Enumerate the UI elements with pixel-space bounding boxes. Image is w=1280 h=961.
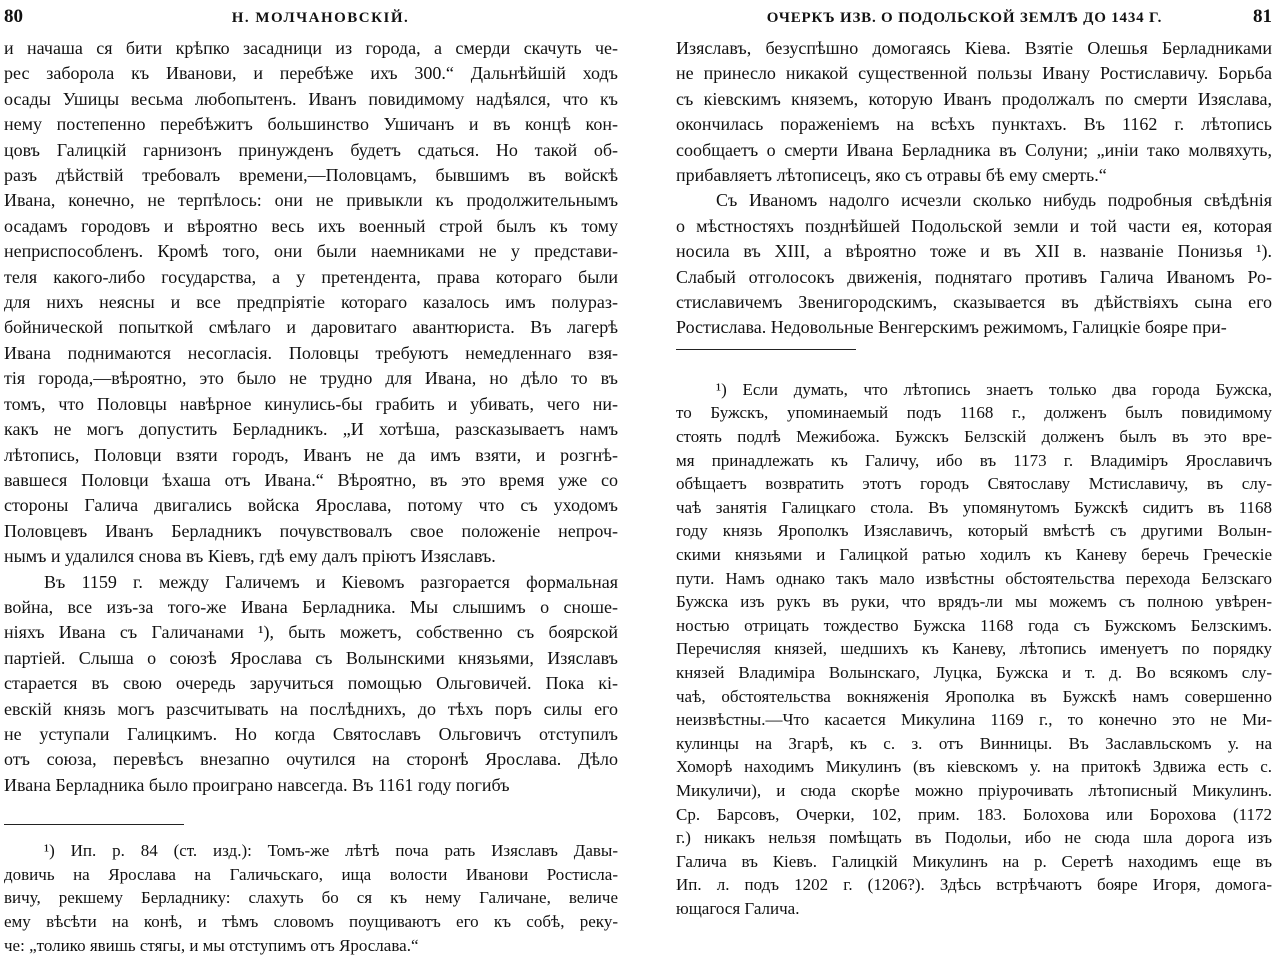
text-line: осады Ушицы весьма любопытенъ. Иванъ повидимому надѣялся, что къ	[4, 88, 618, 109]
footnote-line: Перечисляя князей, шедшихъ къ Каневу, лѣтопись именуетъ по порядку	[676, 639, 1272, 659]
text-line: Изяславъ, безуспѣшно домогаясь Кіева. Взятіе Олешья Берладниками	[676, 38, 1272, 58]
footnote-line: неизвѣстны.—Что касается Микулина 1169 г., то конечно это не Ми-	[676, 710, 1272, 730]
text-line: Слабый отголосокъ движенія, поднятаго противъ Галича Иваномъ Ро-	[676, 266, 1272, 287]
footnote-line: князей Владиміра Волынскаго, Луцка, Бужска и т. д. Во всякомъ слу-	[676, 663, 1272, 682]
footnote-line: году князь Ярополкъ Изяславичъ, который вмѣстѣ съ другими Волын-	[676, 521, 1272, 541]
footnote-separator	[4, 824, 184, 825]
text-line: и начаша ся бити крѣпко засадници из города, а смерди скачуть че-	[4, 38, 618, 58]
text-line: Ивана, конечно, не терпѣлось: они не привыкли къ продолжительнымъ	[4, 190, 618, 211]
right-page-number: 81	[1253, 6, 1272, 27]
footnote-line: Микуличи), и сюда скорѣе можно пріурочивать лѣтописный Микулинъ.	[676, 780, 1272, 800]
text-line: осадамъ городовъ и вѣроятно весь ихъ военный строй былъ къ тому	[4, 215, 618, 236]
text-line: рес заборола къ Иванови, и перебѣже ихъ 300.“ Дальнѣйшій ходъ	[4, 63, 618, 84]
footnote-line: довичь на Ярослава на Галичьскаго, ища волости Иванови Ростисла-	[4, 864, 618, 884]
text-line: о мѣстностяхъ позднѣйшей Подольской земли и той части ея, которая	[676, 215, 1272, 236]
footnote-line: ему вѣсѣти на конѣ, и тѣмъ словомъ поущиваютъ его къ собѣ, реку-	[4, 911, 618, 931]
text-line: сообщаетъ о смерти Ивана Берладника въ Солуни; „иніи тако молвяхуть,	[676, 139, 1272, 160]
left-running-title: Н. МОЛЧАНОВСКІЙ.	[231, 10, 410, 26]
right-page	[640, 0, 1280, 961]
text-line: стороны Галича двигались войска Ярослава, потому что съ уходомъ	[4, 495, 618, 516]
text-line: бойнической попыткой смѣлаго и даровитаго авантюриста. Въ лагерѣ	[4, 317, 618, 338]
right-main-text	[676, 36, 1272, 341]
footnote-line: ¹) Если думать, что лѣтопись знаетъ только два города Бужска,	[716, 379, 1272, 399]
footnote-line: мя принадлежать къ Галичу, ибо въ 1173 г. Владиміръ Ярославичъ	[676, 450, 1272, 470]
text-line: не уступали Галицкимъ. Но когда Святославъ Ольговичъ отступилъ	[4, 723, 618, 744]
right-paragraph-1	[676, 36, 1272, 188]
left-page-number: 80	[4, 6, 23, 27]
text-line: не принесло никакой существенной пользы Ивану Ростиславичу. Борьба	[676, 63, 1272, 84]
text-line: Въ 1159 г. между Галичемъ и Кіевомъ разгорается формальная	[44, 571, 618, 592]
footnote-line: ностью отрицать тождество Бужска 1168 года съ Бужскомъ Белзскимъ.	[676, 615, 1272, 635]
text-line: тія города,—вѣроятно, это было не трудно для Ивана, но дѣло то въ	[4, 368, 618, 389]
footnote-line: че: „толико явишь стягы, и мы отступимъ отъ Ярослава.“	[4, 935, 419, 955]
left-paragraph-1	[4, 36, 618, 570]
footnote-line: стоять подлѣ Межибожа. Бужскъ Белзскій долженъ былъ въ это вре-	[676, 427, 1272, 447]
footnote-line: кулинцы на Згарѣ, къ с. з. отъ Винницы. Въ Заславльскомъ у. на	[676, 733, 1272, 753]
footnote-line: вичу, рекшему Берладнику: слахуть бо ся къ нему Галичане, величе	[4, 888, 618, 908]
text-line: Съ Иваномъ надолго исчезли сколько нибудь подробныя свѣдѣнія	[716, 190, 1272, 211]
text-line: прибавляетъ лѣтописецъ, яко съ отравы бѣ ему смерть.“	[676, 165, 1107, 186]
footnote-line: Галича въ Кіевъ. Галицкій Микулинъ на р. Серетѣ находимъ еще въ	[676, 851, 1272, 871]
footnote-line: Ип. л. подъ 1202 г. (1206?). Здѣсь встрѣчаютъ бояре Игоря, домога-	[676, 875, 1272, 895]
text-line: нему постепенно перебѣжитъ большинство Ушичанъ и въ концѣ кон-	[4, 114, 618, 135]
footnote-line: Бужска изъ рукъ въ руки, что врядъ-ли мы можемъ съ полною увѣрен-	[676, 592, 1272, 612]
text-line: какъ не могъ допустить Берладникъ. „И хотѣша, разсказываетъ намъ	[4, 419, 618, 440]
text-line: неприспособленъ. Кромѣ того, они были наемниками не у представи-	[4, 241, 618, 262]
text-line: цовъ Галицкій гарнизонъ принужденъ будетъ сдаться. Но такой об-	[4, 139, 618, 160]
left-main-text	[4, 36, 618, 798]
text-line: лѣтопись, Половци взяти городъ, Иванъ не да имъ взяти, и розгнѣ-	[4, 444, 618, 465]
footnote-line: то Бужскъ, упоминаемый подъ 1168 г., долженъ былъ повидимому	[676, 403, 1272, 423]
text-line: ніяхъ Ивана съ Галичанами ¹), быть можетъ, собственно съ боярской	[4, 622, 618, 643]
footnote-line: ¹) Ип. р. 84 (ст. изд.): Томъ-же лѣтѣ поча рать Изяславъ Давы-	[44, 841, 618, 861]
text-line: старается въ свою очередь заручиться помощью Ольговичей. Пока кі-	[4, 673, 618, 694]
text-line: теля какого-либо государства, а у претендента, права котораго были	[4, 266, 618, 287]
text-line: съ кіевскимъ княземъ, которую Иванъ продолжалъ по смерти Изяслава,	[676, 88, 1272, 109]
left-paragraph-2	[4, 570, 618, 799]
text-line: отъ союза, перевѣсъ внезапно очутился на сторонѣ Ярослава. Дѣло	[4, 749, 618, 770]
text-line: томъ, что Половцы навѣрное кинулись-бы грабить и убивать, чего ни-	[4, 393, 618, 414]
text-line: носила въ XIII, а вѣроятно тоже и въ XII в. названіе Понизья ¹).	[676, 241, 1272, 262]
text-line: война, все изъ-за того-же Ивана Берладника. Мы слышимъ о сноше-	[4, 596, 618, 617]
text-line: Ивана Берладника было проиграно навсегда. Въ 1161 году погибъ	[4, 774, 510, 795]
text-line: Половцевъ Иванъ Берладникъ почувствовалъ свое положеніе непроч-	[4, 520, 618, 541]
footnote-line: Хоморѣ находимъ Микулинъ (въ кіевскомъ у. на притокѣ Здвижа есть с.	[676, 757, 1272, 777]
text-line: стиславичемъ Звенигородскимъ, сказывается въ дѣйствіяхъ сына его	[676, 292, 1272, 313]
right-footnote	[676, 378, 1272, 921]
footnote-line: чаѣ занятія Галицкаго стола. Въ упомянутомъ Бужскѣ сидитъ въ 1168	[676, 497, 1272, 517]
right-running-title: ОЧЕРКЪ ИЗВ. О ПОДОЛЬСКОЙ ЗЕМЛѢ ДО 1434 Г.	[766, 10, 1163, 26]
right-paragraph-2	[676, 188, 1272, 340]
left-page-header	[4, 6, 618, 36]
left-footnote	[4, 839, 618, 957]
right-page-header	[676, 6, 1272, 36]
footnote-line: г.) никакъ нельзя помѣщать въ Подольи, ибо не сюда шла дорога изъ	[676, 828, 1272, 848]
text-line: нымъ и удалился снова въ Кіевъ, гдѣ ему далъ пріютъ Изяславъ.	[4, 546, 496, 567]
text-line: для нихъ неясны и все предпріятіе котораго казалось имъ полураз-	[4, 292, 618, 313]
text-line: Ростислава. Недовольные Венгерскимъ режимомъ, Галицкіе бояре при-	[676, 317, 1227, 338]
text-line: Ивана поднимаются несогласія. Половцы требуютъ немедленнаго взя-	[4, 342, 618, 363]
footnote-line: чаѣ, обстоятельства вокняженія Ярополка въ Бужскѣ намъ совершенно	[676, 686, 1272, 706]
footnote-separator	[676, 349, 856, 350]
text-line: разъ дѣйствій требовалъ времени,—Половцамъ, бывшимъ въ войскѣ	[4, 165, 618, 186]
footnote-line: скими князьями и Галицкой ратью ходилъ къ Каневу беречь Греческіе	[676, 545, 1272, 565]
footnote-line: ющагося Галича.	[676, 898, 800, 918]
text-line: окончилась пораженіемъ на всѣхъ пунктахъ. Въ 1162 г. лѣтопись	[676, 114, 1272, 135]
text-line: вавшеся Половци ѣхаша отъ Ивана.“ Вѣроятно, въ это время уже со	[4, 469, 618, 490]
footnote-line: Ср. Барсовъ, Очерки, 102, прим. 183. Болохова или Борохова (1172	[676, 804, 1272, 824]
footnote-line: обѣщаетъ возвратить этотъ городъ Святославу Мстиславичу, въ слу-	[676, 474, 1272, 494]
footnote-line: пути. Намъ однако такъ мало извѣстны обстоятельства перехода Белзскаго	[676, 568, 1272, 588]
text-line: партіей. Слыша о союзѣ Ярослава съ Волынскими князьями, Изяславъ	[4, 647, 618, 668]
text-line: евскій князь могъ разсчитывать на послѣднихъ, до тѣхъ поръ силы его	[4, 698, 618, 719]
